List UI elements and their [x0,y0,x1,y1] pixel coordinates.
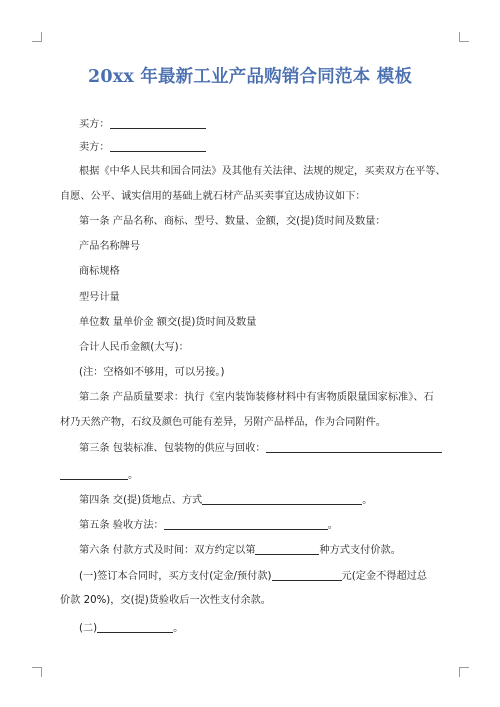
intro-line-1: 根据《中华人民共和国合同法》及其他有关法律、法规的规定，买卖双方在平等、 [79,166,446,177]
article-2-line-2: 材乃天然产物，石纹及颜色可能有差异，另附产品样品，作为合同附件。 [60,417,386,428]
article-5 [79,518,338,533]
article-6 [79,543,401,558]
article-3-blank[interactable] [266,441,442,453]
item-unit-price: 单位数 量单价金 额交(提)货时间及数量 [79,317,257,328]
article-3-text: 第三条 包装标准、包装物的供应与回收： [79,443,266,454]
payment-option-1-line-2: 价款 20%)，交(提)货验收后一次性支付余款。 [60,595,271,606]
item-total: 合计人民币金额(大写)： [79,342,189,353]
article-6-blank[interactable] [255,543,319,555]
article-6-text-b: 种方式支付价款。 [319,545,401,556]
article-1: 第一条 产品名称、商标、型号、数量、金额，交(提)货时间及数量： [79,216,386,227]
article-3 [79,441,442,456]
article-4-blank[interactable] [202,493,362,505]
buyer-blank[interactable] [110,117,206,129]
article-3-blank-2[interactable] [60,468,128,480]
payment-option-2-blank[interactable] [97,621,173,633]
payment-option-2-period: 。 [173,623,184,634]
payment-option-1-blank[interactable] [272,569,342,581]
payment-option-1-text-a: (一)签订本合同时，买方支付(定金/预付款) [79,571,272,582]
crop-mark-top-left [32,32,42,42]
article-3-continuation [60,468,138,483]
article-3-period: 。 [128,470,139,481]
item-trademark-spec: 商标规格 [79,266,120,277]
article-4-period: 。 [362,495,373,506]
article-4-text: 第四条 交(提)货地点、方式 [79,495,203,506]
payment-option-1-text-b: 元(定金不得超过总 [341,571,428,582]
buyer-label: 买方： [79,119,110,130]
crop-mark-bottom-right [459,667,469,677]
article-2-line-1: 第二条 产品质量要求：执行《室内装饰装修材料中有害物质限量国家标准》、石 [79,392,434,403]
document-title: 20xx 年最新工业产品购销合同范本 模板 [87,67,413,87]
item-model-qty: 型号计量 [79,292,120,303]
crop-mark-bottom-left [32,667,42,677]
item-note: (注：空格如不够用，可以另接。) [79,367,225,378]
payment-option-2-label: (二) [79,623,98,634]
seller-blank[interactable] [110,140,206,152]
seller-line [79,140,206,155]
payment-option-1 [79,569,427,584]
article-5-text: 第五条 验收方法： [79,520,164,531]
buyer-line [79,117,206,132]
article-5-period: 。 [327,520,338,531]
item-name-brand: 产品名称牌号 [79,241,141,252]
payment-option-2 [79,621,183,636]
article-4 [79,493,372,508]
article-6-text-a: 第六条 付款方式及时间：双方约定以第 [79,545,256,556]
crop-mark-top-right [459,32,469,42]
intro-line-2: 自愿、公平、诚实信用的基础上就石材产品买卖事宜达成协议如下： [60,191,366,202]
seller-label: 卖方： [79,142,110,153]
article-5-blank[interactable] [164,518,328,530]
